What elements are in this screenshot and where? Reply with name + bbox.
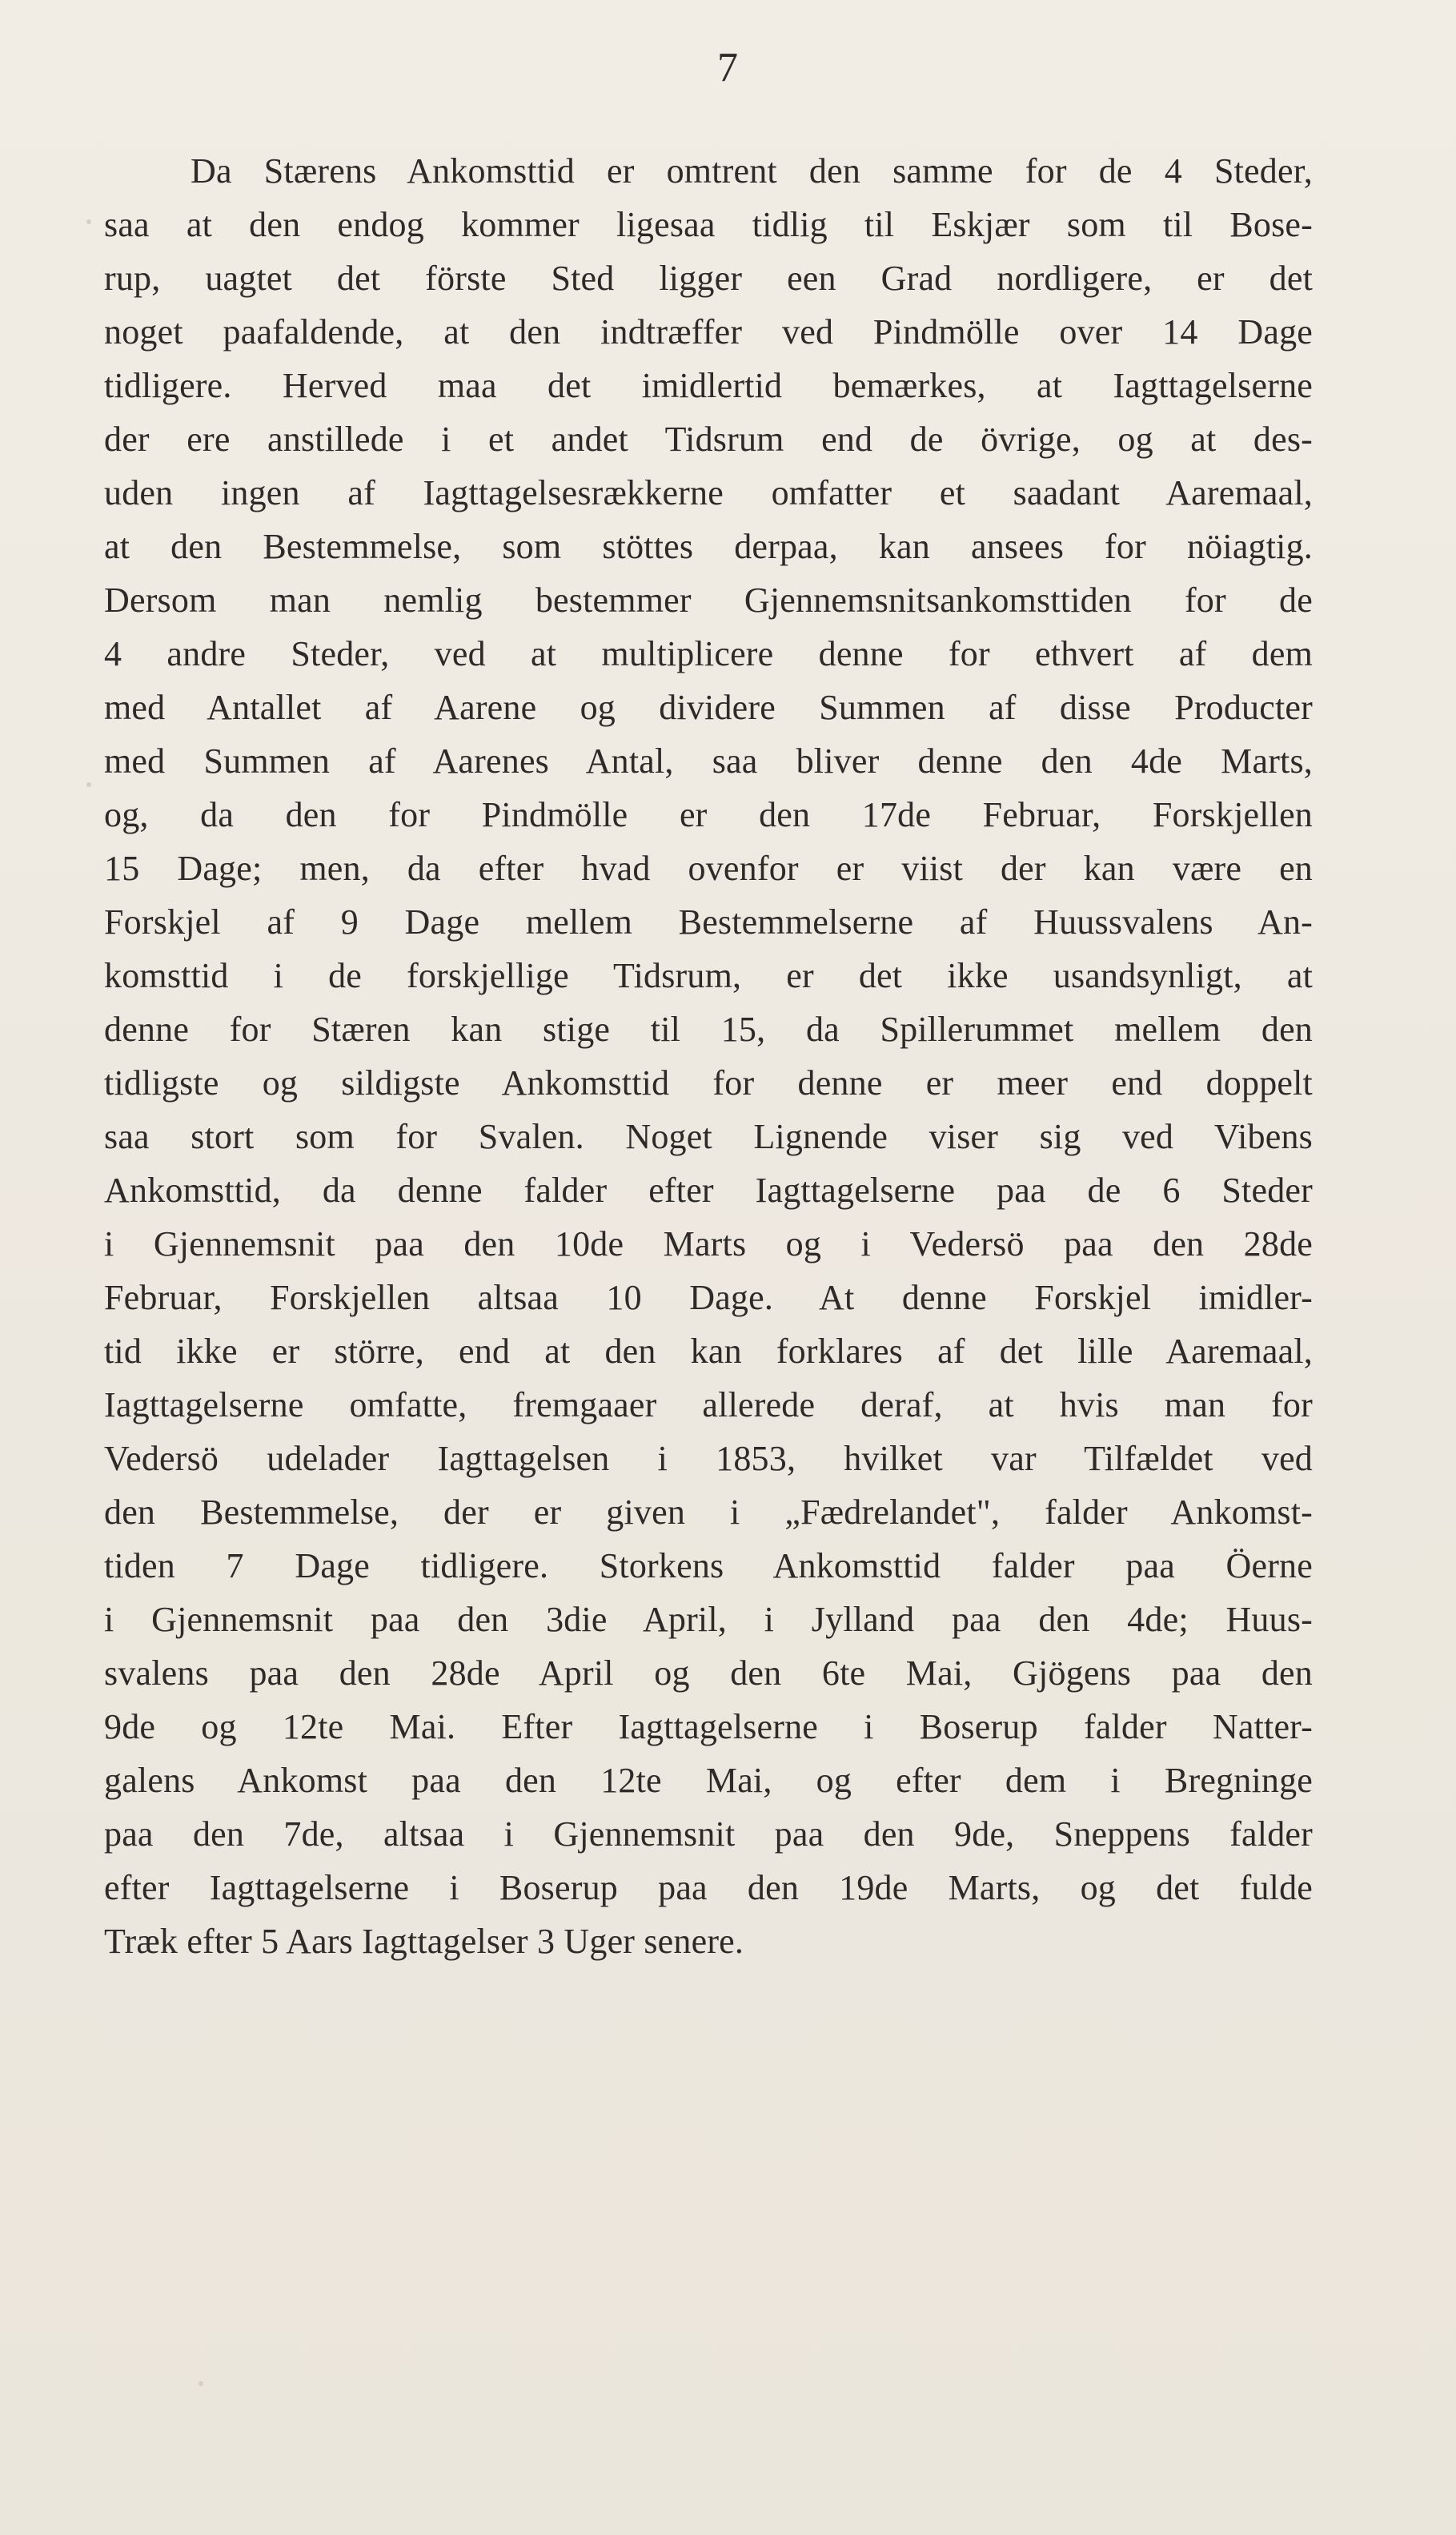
text-line: 15 Dage; men, da efter hvad ovenfor er viist der kan være en [104, 849, 1313, 888]
text-line: tiden 7 Dage tidligere. Storkens Ankomsttid falder paa Öerne [104, 1546, 1313, 1585]
text-line: paa den 7de, altsaa i Gjennemsnit paa den 9de, Sneppens falder [104, 1814, 1313, 1854]
text-line: tidligste og sildigste Ankomsttid for denne er meer end doppelt [104, 1063, 1313, 1103]
text-line: denne for Stæren kan stige til 15, da Spillerummet mellem den [104, 1010, 1313, 1049]
text-line: 9de og 12te Mai. Efter Iagttagelserne i Boserup falder Natter- [104, 1707, 1313, 1746]
page-number: 7 [717, 45, 739, 90]
paper-speck [199, 2381, 203, 2386]
text-line: i Gjennemsnit paa den 10de Marts og i Vedersö paa den 28de [104, 1224, 1313, 1263]
text-line: Ankomsttid, da denne falder efter Iagttagelserne paa de 6 Steder [104, 1171, 1313, 1210]
text-line: i Gjennemsnit paa den 3die April, i Jylland paa den 4de; Huus- [104, 1600, 1313, 1639]
text-line: tidligere. Herved maa det imidlertid bemærkes, at Iagttagelserne [104, 366, 1313, 405]
text-line: der ere anstillede i et andet Tidsrum end de övrige, og at des- [104, 420, 1313, 459]
text-line: og, da den for Pindmölle er den 17de Februar, Forskjellen [104, 795, 1313, 834]
text-line: saa stort som for Svalen. Noget Lignende viser sig ved Vibens [104, 1117, 1313, 1156]
text-line: svalens paa den 28de April og den 6te Mai, Gjögens paa den [104, 1653, 1313, 1693]
text-line: noget paafaldende, at den indtræffer ved Pindmölle over 14 Dage [104, 312, 1313, 352]
text-line: uden ingen af Iagttagelsesrækkerne omfatter et saadant Aaremaal, [104, 473, 1313, 512]
text-line: Februar, Forskjellen altsaa 10 Dage. At denne Forskjel imidler- [104, 1278, 1313, 1317]
text-line: Forskjel af 9 Dage mellem Bestemmelserne af Huussvalens An- [104, 902, 1313, 942]
text-line: tid ikke er större, end at den kan forklares af det lille Aaremaal, [104, 1332, 1313, 1371]
text-line: galens Ankomst paa den 12te Mai, og efter dem i Bregninge [104, 1761, 1313, 1800]
text-line: Dersom man nemlig bestemmer Gjennemsnitsankomsttiden for de [104, 581, 1313, 620]
paper-speck [86, 782, 91, 787]
text-line: Da Stærens Ankomsttid er omtrent den samme for de 4 Steder, [191, 151, 1313, 191]
paper-speck [86, 219, 91, 224]
text-line: den Bestemmelse, der er given i „Fædrelandet", falder Ankomst- [104, 1492, 1313, 1532]
text-line: med Summen af Aarenes Antal, saa bliver denne den 4de Marts, [104, 741, 1313, 781]
text-line: saa at den endog kommer ligesaa tidlig til Eskjær som til Bose- [104, 205, 1313, 244]
body-paragraph [104, 144, 1313, 1968]
text-line: Iagttagelserne omfatte, fremgaaer allerede deraf, at hvis man for [104, 1385, 1313, 1424]
text-line: Vedersö udelader Iagttagelsen i 1853, hvilket var Tilfældet ved [104, 1439, 1313, 1478]
text-line: komsttid i de forskjellige Tidsrum, er det ikke usandsynligt, at [104, 956, 1313, 995]
text-line: rup, uagtet det förste Sted ligger een Grad nordligere, er det [104, 259, 1313, 298]
text-line: med Antallet af Aarene og dividere Summen af disse Producter [104, 688, 1313, 727]
text-line: efter Iagttagelserne i Boserup paa den 19de Marts, og det fulde [104, 1868, 1313, 1907]
text-line: Træk efter 5 Aars Iagttagelser 3 Uger senere. [104, 1922, 744, 1961]
text-line: at den Bestemmelse, som stöttes derpaa, kan ansees for nöiagtig. [104, 527, 1313, 566]
text-line: 4 andre Steder, ved at multiplicere denne for ethvert af dem [104, 634, 1313, 673]
